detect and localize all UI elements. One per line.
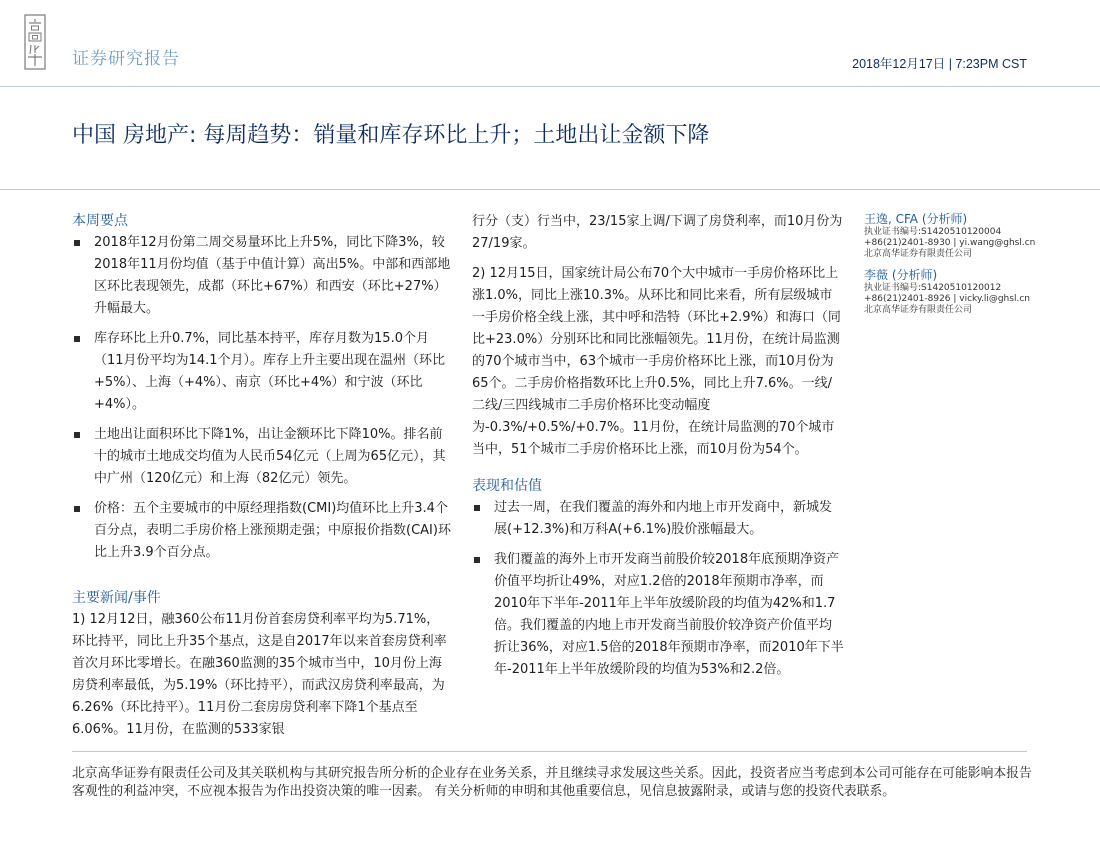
analyst-cert: 执业证书编号:S1420510120004 xyxy=(864,227,1002,237)
valuation-list xyxy=(472,497,844,681)
left-column xyxy=(72,210,452,741)
footer-divider xyxy=(72,751,1027,752)
analyst-name: 李薇 (分析师) xyxy=(864,268,938,282)
analyst-contact: +86(21)2401-8930 | yi.wang@ghsl.cn xyxy=(864,238,1036,248)
news-item-1: 1) 12月12日，融360公布11月份首套房贷利率平均为5.71%，环比持平，同比上升35个基点，这是自2017年以来首套房贷利率首次月环比零增长。在融360监测的35个城市当中，10月份上海房贷利率最低，为5.19%（环比持平），而武汉房贷利率最高，为6.26%（环比持平）。11月份二套房房贷利率下降1个基点至6.06%。11月份，在监测的533家银 xyxy=(72,612,447,737)
disclaimer-text: 北京高华证券有限责任公司及其关联机构与其研究报告所分析的企业存在业务关系，并且继续寻求发展这些关系。因此，投资者应当考虑到本公司可能存在可能影响本报告客观性的利益冲突，不应视本报告为作出投资决策的唯一因素。 有关分析师的申明和其他重要信息，见信息披露附录，或请与您的投资代表联系。 xyxy=(72,766,1032,799)
analyst-contact: +86(21)2401-8926 | vicky.li@ghsl.cn xyxy=(864,294,1030,304)
analyst-column xyxy=(864,211,1054,316)
news-heading: 主要新闻/事件 xyxy=(72,590,161,606)
news-item-1-continued: 行分（支）行当中，23/15家上调/下调了房贷利率，而10月份为27/19家。 xyxy=(472,214,843,251)
analyst-block xyxy=(864,267,1054,316)
header-divider xyxy=(0,86,1100,87)
analyst-company: 北京高华证券有限责任公司 xyxy=(864,249,973,259)
analyst-company: 北京高华证券有限责任公司 xyxy=(864,305,973,315)
company-logo xyxy=(24,14,46,70)
analyst-block xyxy=(864,211,1054,260)
highlights-list xyxy=(72,232,452,564)
highlight-item: 库存环比上升0.7%，同比基本持平，库存月数为15.0个月（11月份平均为14.1个月）。库存上升主要出现在温州（环比+5%）、上海（+4%）、南京（环比+4%）和宁波（环比+4%）。 xyxy=(72,328,452,416)
title-divider xyxy=(0,189,1100,190)
highlight-item: 土地出让面积环比下降1%，出让金额环比下降10%。排名前十的城市土地成交均值为人民币54亿元（上周为65亿元），其中广州（120亿元）和上海（82亿元）领先。 xyxy=(72,424,452,490)
report-date: 2018年12月17日 | 7:23PM CST xyxy=(852,57,1027,71)
valuation-item: 过去一周，在我们覆盖的海外和内地上市开发商中，新城发展(+12.3%)和万科A(+6.1%)股价涨幅最大。 xyxy=(472,497,844,541)
news-item-2: 2) 12月15日，国家统计局公布70个大中城市一手房价格环比上涨1.0%，同比上涨10.3%。从环比和同比来看，所有层级城市一手房价格全线上涨，其中呼和浩特（环比+2.9%）和海口（同比+23.0%）分别环比和同比涨幅领先。11月份，在统计局监测的70个城市当中，63个城市一手房价格环比上涨，而10月份为65个。二手房价格指数环比上升0.5%，同比上升7.6%。一线/二线/三四线城市二手房价格环比变动幅度为-0.3%/+0.5%/+0.7%。11月份，在统计局监测的70个城市当中，51个城市二手房价格环比上涨，而10月份为54个。 xyxy=(472,266,841,457)
analyst-name: 王逸, CFA (分析师) xyxy=(864,212,968,226)
middle-column xyxy=(472,211,844,689)
analyst-cert: 执业证书编号:S1420510120012 xyxy=(864,283,1002,293)
highlight-item: 2018年12月份第二周交易量环比上升5%，同比下降3%，较2018年11月份均值（基于中值计算）高出5%。中部和西部地区环比表现领先，成都（环比+67%）和西安（环比+27%）升幅最大。 xyxy=(72,232,452,320)
report-type-label: 证券研究报告 xyxy=(72,49,180,69)
report-title: 中国 房地产: 每周趋势：销量和库存环比上升；土地出让金额下降 xyxy=(72,123,710,148)
highlights-heading: 本周要点 xyxy=(72,213,128,229)
highlight-item: 价格：五个主要城市的中原经理指数(CMI)均值环比上升3.4个百分点，表明二手房价格上涨预期走强；中原报价指数(CAI)环比上升3.9个百分点。 xyxy=(72,498,452,564)
valuation-item: 我们覆盖的海外上市开发商当前股价较2018年底预期净资产价值平均折让49%，对应1.2倍的2018年预期市净率，而2010年下半年-2011年上半年放缓阶段的均值为42%和1.7倍。我们覆盖的内地上市开发商当前股价较净资产价值平均折让36%，对应1.5倍的2018年预期市净率，而2010年下半年-2011年上半年放缓阶段的均值为53%和2.2倍。 xyxy=(472,549,844,681)
valuation-heading: 表现和估值 xyxy=(472,478,542,494)
